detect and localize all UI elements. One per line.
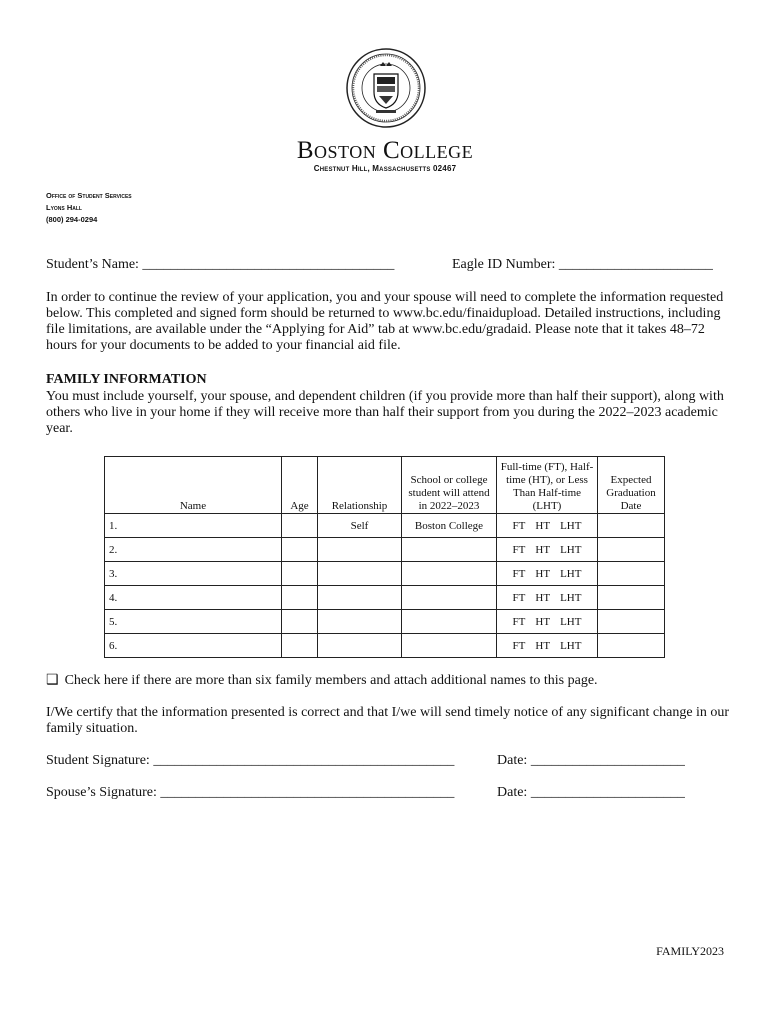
grad-date-cell[interactable] [598, 514, 665, 538]
grad-date-cell[interactable] [598, 538, 665, 562]
age-cell[interactable] [282, 562, 318, 586]
grad-date-cell[interactable] [598, 586, 665, 610]
status-option-lht[interactable]: LHT [560, 543, 582, 556]
eagle-id-field[interactable]: Eagle ID Number: ______________________ [452, 257, 713, 272]
row-number[interactable]: 4. [105, 586, 282, 610]
spouse-signature-field[interactable]: Spouse’s Signature: __________________________________________ [46, 785, 455, 800]
family-paragraph: You must include yourself, your spouse, and dependent children (if you provide more than half their support), along with others who live in your home if they will receive more than half their support from you during the 2022–2023 academic year. [46, 389, 724, 436]
college-address: Chestnut Hill, Massachusetts 02467 [313, 164, 457, 173]
school-cell[interactable] [402, 538, 497, 562]
status-option-lht[interactable]: LHT [560, 591, 582, 604]
school-cell[interactable]: Boston College [402, 514, 497, 538]
status-option-ht[interactable]: HT [535, 519, 551, 532]
header-status: Full-time (FT), Half-time (HT), or Less Than Half-time (LHT) [497, 457, 598, 514]
office-block [46, 190, 132, 226]
status-option-lht[interactable]: LHT [560, 639, 582, 652]
status-option-lht[interactable]: LHT [560, 615, 582, 628]
status-option-ht[interactable]: HT [535, 567, 551, 580]
office-phone: (800) 294-0294 [46, 215, 98, 224]
spouse-date-field[interactable]: Date: ______________________ [497, 785, 685, 800]
grad-date-cell[interactable] [598, 610, 665, 634]
header-grad-date: Expected Graduation Date [598, 457, 665, 514]
school-cell[interactable] [402, 586, 497, 610]
status-cell[interactable] [497, 586, 598, 610]
school-cell[interactable] [402, 634, 497, 658]
header-relationship: Relationship [318, 457, 402, 514]
table-header-row [105, 457, 665, 514]
status-option-lht[interactable]: LHT [560, 567, 582, 580]
extra-members-checkbox[interactable] [46, 673, 736, 689]
relationship-cell[interactable] [318, 562, 402, 586]
school-cell[interactable] [402, 610, 497, 634]
status-option-ft[interactable]: FT [512, 519, 526, 532]
header-name: Name [105, 457, 282, 514]
row-number[interactable]: 2. [105, 538, 282, 562]
row-number[interactable]: 1. [105, 514, 282, 538]
form-code: FAMILY2023 [656, 944, 724, 958]
row-number[interactable]: 6. [105, 634, 282, 658]
college-name: Boston College [296, 137, 474, 164]
header-school: School or college student will attend in 2022–2023 [402, 457, 497, 514]
status-cell[interactable] [497, 562, 598, 586]
table-row [105, 586, 665, 610]
status-option-ft[interactable]: FT [512, 591, 526, 604]
status-option-lht[interactable]: LHT [560, 519, 582, 532]
relationship-cell[interactable] [318, 634, 402, 658]
age-cell[interactable] [282, 538, 318, 562]
relationship-cell[interactable] [318, 586, 402, 610]
student-name-field[interactable]: Student’s Name: ____________________________________ [46, 257, 395, 272]
table-row [105, 634, 665, 658]
status-cell[interactable] [497, 634, 598, 658]
table-row [105, 610, 665, 634]
relationship-cell[interactable] [318, 538, 402, 562]
checkbox-icon[interactable]: ❑ [46, 673, 59, 688]
header-age: Age [282, 457, 318, 514]
grad-date-cell[interactable] [598, 634, 665, 658]
age-cell[interactable] [282, 610, 318, 634]
status-option-ht[interactable]: HT [535, 543, 551, 556]
office-name: Office of Student Services [46, 191, 132, 200]
student-signature-field[interactable]: Student Signature: ___________________________________________ [46, 753, 455, 768]
age-cell[interactable] [282, 586, 318, 610]
status-option-ht[interactable]: HT [535, 591, 551, 604]
family-table [104, 456, 665, 658]
intro-paragraph: In order to continue the review of your application, you and your spouse will need to complete the information requested below. This completed and signed form should be returned to www.bc.edu/finaidupload. Detailed instructions, including file limitations, are available under the “Applying for Aid” tab at www.bc.edu/gradaid. Please note that it takes 48–72 hours for your documents to be added to your financial aid file. [46, 290, 724, 353]
age-cell[interactable] [282, 514, 318, 538]
age-cell[interactable] [282, 634, 318, 658]
certify-paragraph: I/We certify that the information presented is correct and that I/we will send timely notice of any significant change in our family situation. [46, 705, 730, 736]
grad-date-cell[interactable] [598, 562, 665, 586]
school-cell[interactable] [402, 562, 497, 586]
status-option-ft[interactable]: FT [512, 567, 526, 580]
relationship-cell[interactable] [318, 610, 402, 634]
status-option-ht[interactable]: HT [535, 615, 551, 628]
status-option-ht[interactable]: HT [535, 639, 551, 652]
college-seal-icon [346, 48, 426, 128]
status-option-ft[interactable]: FT [512, 639, 526, 652]
status-cell[interactable] [497, 514, 598, 538]
relationship-cell[interactable]: Self [318, 514, 402, 538]
status-option-ft[interactable]: FT [512, 615, 526, 628]
student-date-field[interactable]: Date: ______________________ [497, 753, 685, 768]
family-heading: FAMILY INFORMATION [46, 372, 207, 387]
row-number[interactable]: 3. [105, 562, 282, 586]
status-option-ft[interactable]: FT [512, 543, 526, 556]
table-row [105, 538, 665, 562]
checkbox-label: Check here if there are more than six family members and attach additional names to this page. [64, 673, 598, 688]
status-cell[interactable] [497, 610, 598, 634]
table-row [105, 514, 665, 538]
office-building: Lyons Hall [46, 203, 82, 212]
row-number[interactable]: 5. [105, 610, 282, 634]
status-cell[interactable] [497, 538, 598, 562]
table-row [105, 562, 665, 586]
